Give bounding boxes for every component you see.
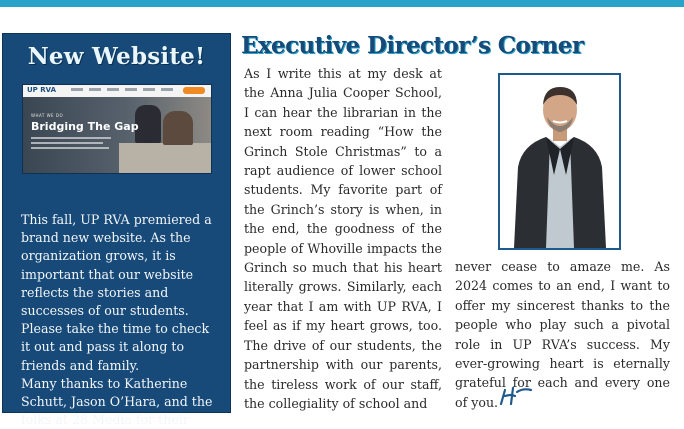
thumbnail-hero-title: Bridging The Gap xyxy=(31,120,139,133)
article-text-column-2: never cease to amaze me. As 2024 comes to an end, I want to offer my sincerest thanks to the people who play such a pivotal role in UP RVA’s success. My ever-growing heart is eternally grateful for each and every one of you. xyxy=(455,259,670,410)
top-accent-bar xyxy=(0,0,684,7)
website-screenshot-thumbnail xyxy=(22,84,212,174)
thumbnail-nav-bar xyxy=(23,85,211,97)
thumbnail-donate-button xyxy=(183,87,205,94)
executive-director-portrait xyxy=(498,73,621,250)
thumbnail-text-line xyxy=(31,137,111,139)
sidebar-paragraph-2: Many thanks to Katherine Schutt, Jason O’Hara, and the folks at 28 Media for their xyxy=(21,375,213,428)
thumbnail-person-2 xyxy=(163,111,193,145)
signature xyxy=(497,386,537,405)
article-text-column-1: As I write this at my desk at the Anna Julia Cooper School, I can hear the librarian in the next room reading “How the Grinch Stole Christmas” to a rapt audience of lower school students. My favorite part of the Grinch’s story is when, in the end, the goodness of the people of Whoville impacts the Grinch so much that his heart literally grows. Similarly, each year that I am with UP RVA, I feel as if my heart grows, too. The drive of our students, the partnership with our parents, the tireless work of our staff, the collegiality of school and xyxy=(244,66,442,411)
new-website-sidebar xyxy=(2,33,231,428)
thumbnail-logo: UP RVA xyxy=(27,86,57,94)
thumbnail-text-line xyxy=(31,147,109,149)
thumbnail-desk xyxy=(119,143,211,173)
executive-directors-corner-heading: Executive Director’s Corner xyxy=(241,32,584,59)
sidebar-paragraph-1: This fall, UP RVA premiered a brand new website. As the organization grows, it is important that our website reflects the stories and successes of our students. Please take the time to check it out and pass it along to friends and family. xyxy=(21,212,212,373)
thumbnail-text-line xyxy=(31,142,103,144)
article-column-1 xyxy=(244,64,442,413)
sidebar-body xyxy=(21,211,221,429)
sidebar-title: New Website! xyxy=(27,43,206,70)
portrait-illustration xyxy=(500,75,619,248)
article-column-2 xyxy=(455,257,670,412)
thumbnail-kicker: WHAT WE DO xyxy=(31,113,64,118)
